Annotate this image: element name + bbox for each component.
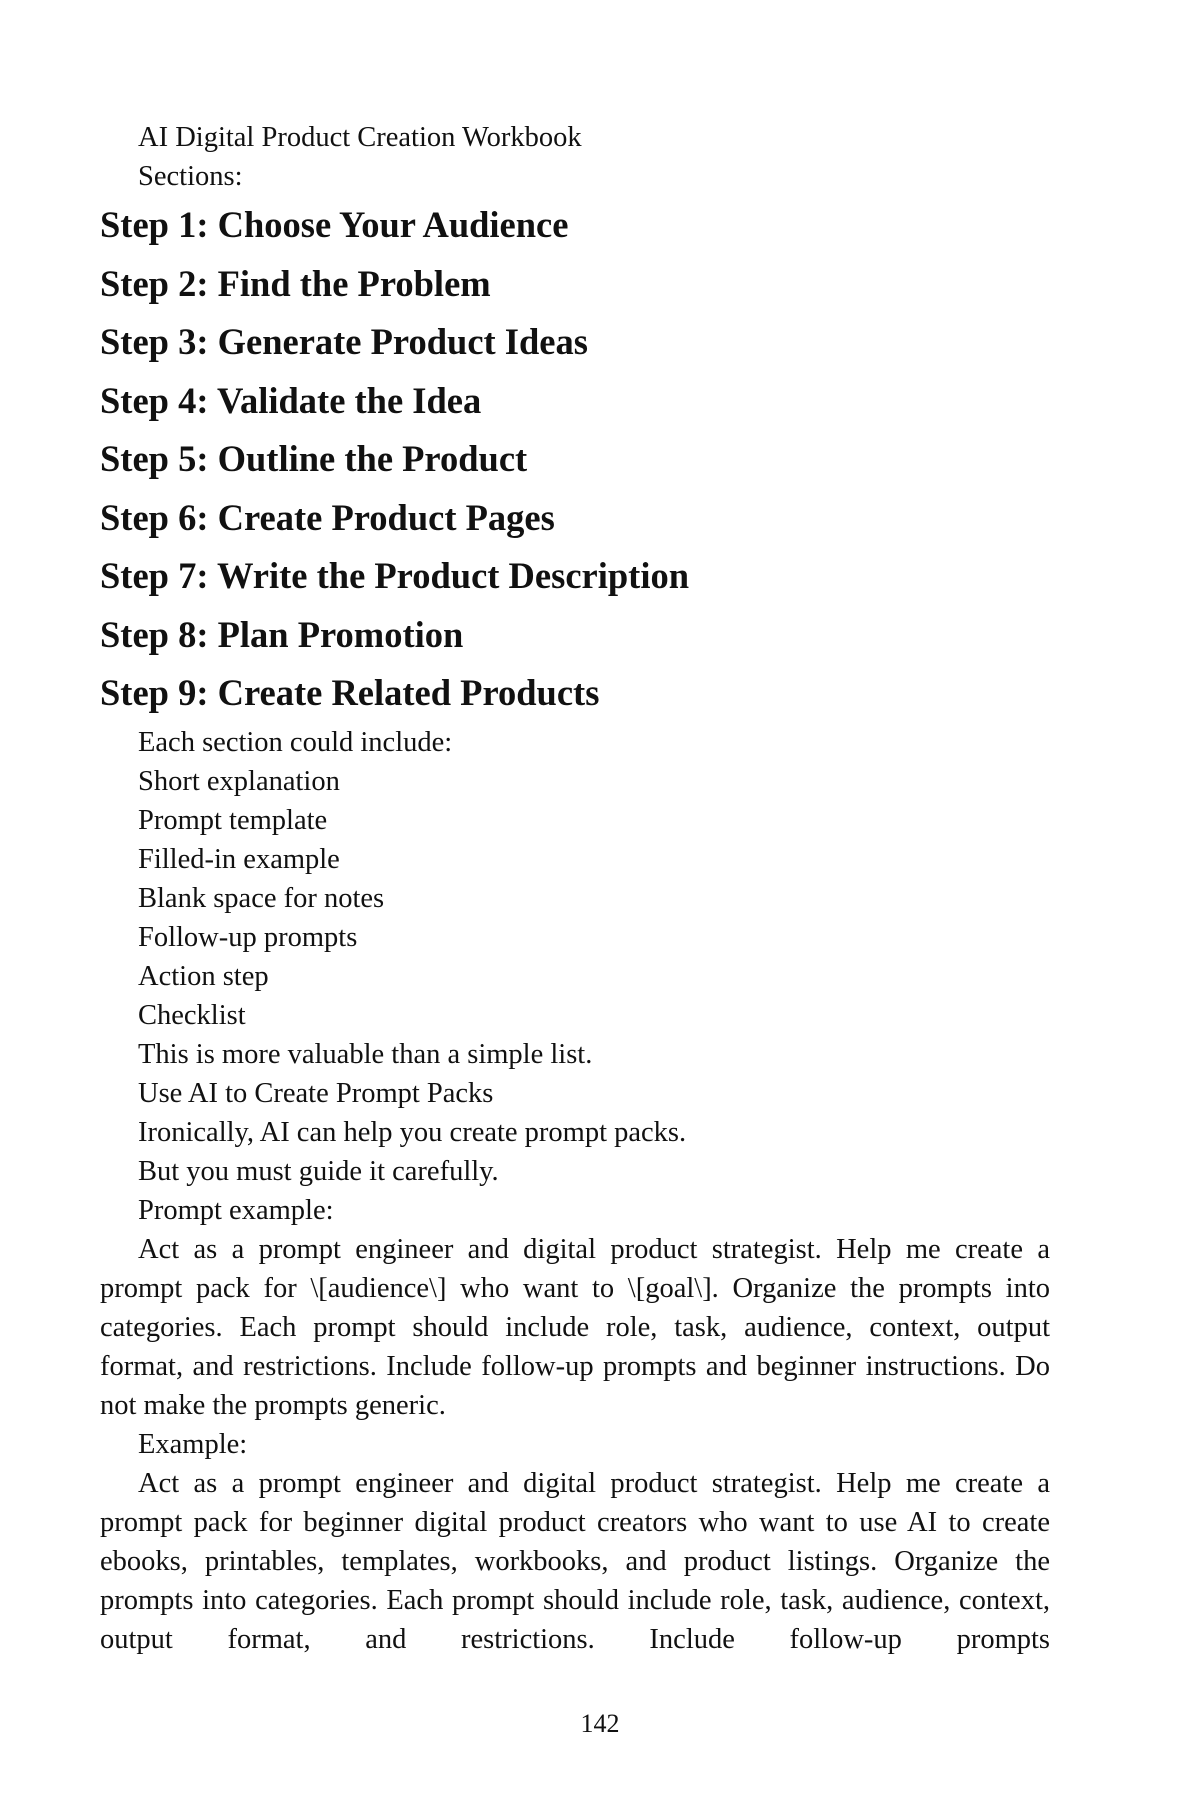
step-heading: Step 7: Write the Product Description <box>100 555 690 596</box>
step-heading: Step 4: Validate the Idea <box>100 379 482 421</box>
step-heading: Step 6: Create Product Pages <box>100 496 555 538</box>
body-line: Prompt example: <box>138 1194 334 1226</box>
body-line: Short explanation <box>138 765 340 797</box>
step-heading: Step 5: Outline the Product <box>100 438 528 479</box>
body-line: Blank space for notes <box>138 882 385 914</box>
body-line: Follow-up prompts <box>138 921 358 953</box>
example-label: Example: <box>138 1428 248 1460</box>
step-heading: Step 2: Find the Problem <box>100 262 491 304</box>
workbook-title: AI Digital Product Creation Workbook <box>138 122 582 153</box>
step-heading: Step 1: Choose Your Audience <box>100 204 569 245</box>
body-line: Use AI to Create Prompt Packs <box>138 1077 494 1109</box>
body-line: Each section could include: <box>138 726 453 758</box>
body-line: This is more valuable than a simple list. <box>138 1038 593 1070</box>
step-heading: Step 9: Create Related Products <box>100 672 600 713</box>
example-paragraph: Act as a prompt engineer and digital product strategist. Help me create a prompt pack for beginner digital product creators who want to use AI to create ebooks, printables, templates, workbooks, and product listings. Organize the prompts into categories. Each prompt should include role, task, audience, context, output format, and restrictions. Include follow-up prompts <box>100 1467 1050 1655</box>
body-line: Filled-in example <box>138 843 340 875</box>
body-line: Checklist <box>138 999 246 1031</box>
page-number: 142 <box>580 1709 620 1738</box>
sections-label: Sections: <box>138 161 243 192</box>
body-line: Ironically, AI can help you create prompt packs. <box>138 1116 687 1148</box>
step-heading: Step 3: Generate Product Ideas <box>100 321 588 362</box>
prompt-example-paragraph: Act as a prompt engineer and digital product strategist. Help me create a prompt pack for \[audience\] who want to \[goal\]. Organize the prompts into categories. Each prompt should include role, task, audience, context, output format, and restrictions. Include follow-up prompts and beginner instructions. Do not make the prompts generic. <box>100 1233 1050 1421</box>
body-line: Action step <box>138 960 269 992</box>
body-line: Prompt template <box>138 804 328 836</box>
page-content <box>100 118 1050 1659</box>
body-line: But you must guide it carefully. <box>138 1155 499 1187</box>
step-heading: Step 8: Plan Promotion <box>100 613 464 655</box>
